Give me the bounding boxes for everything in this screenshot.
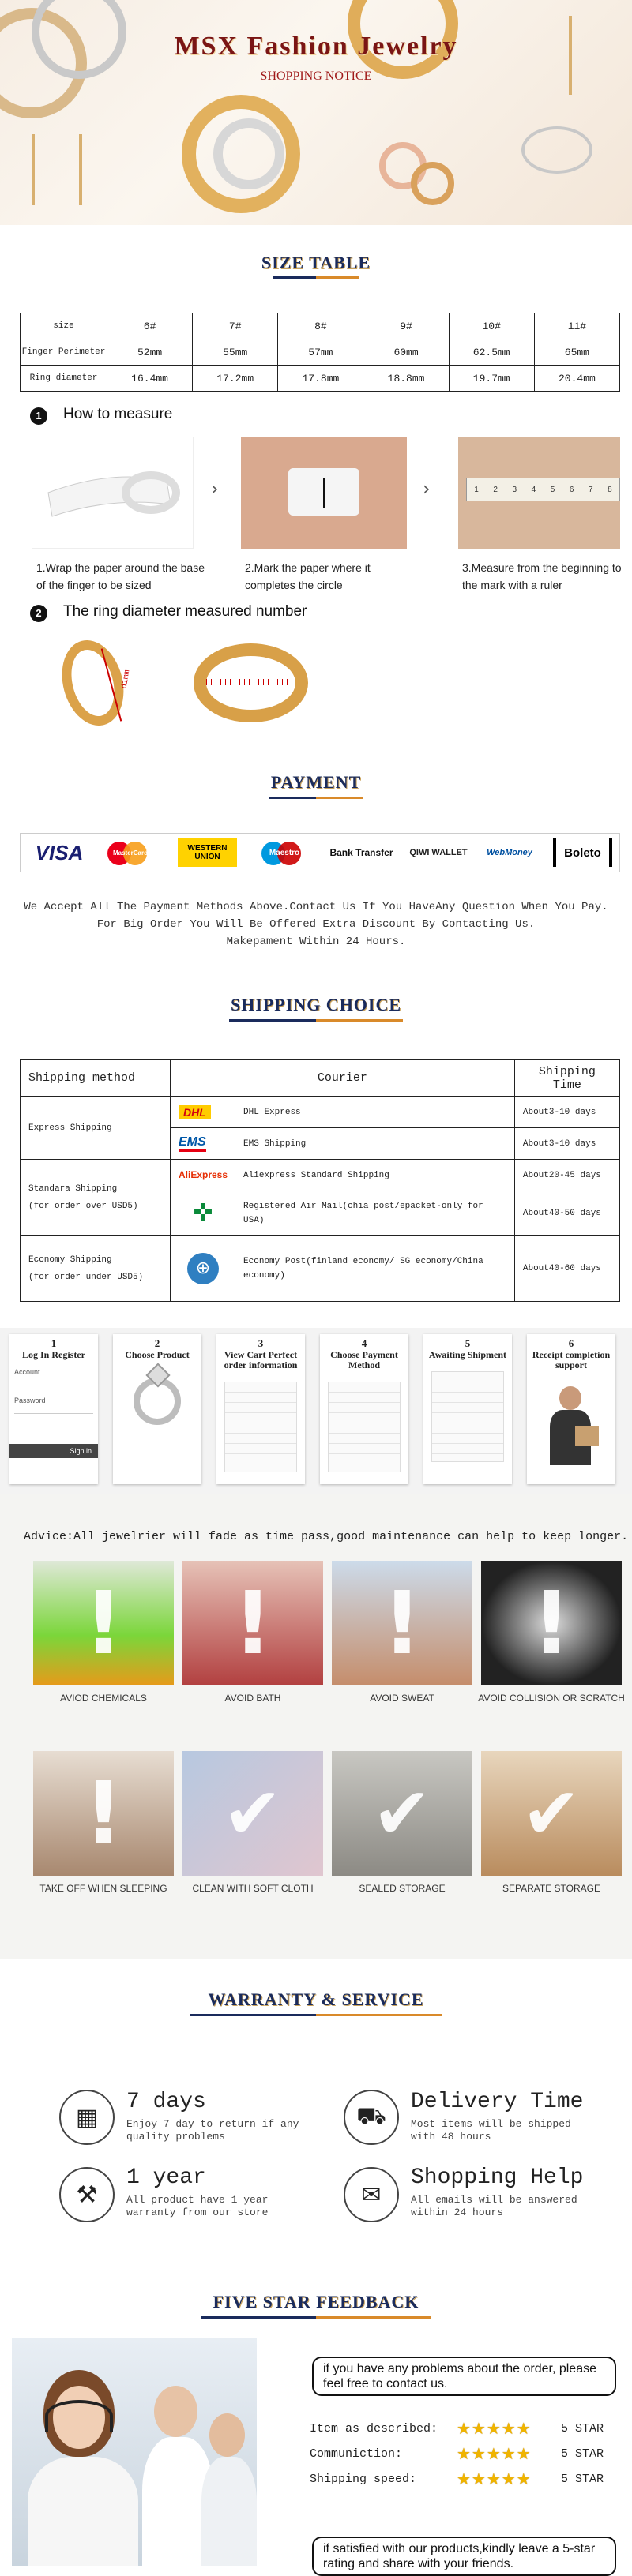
diameter-label: d1mm	[120, 669, 133, 690]
earring-chain	[32, 134, 35, 205]
rating-label: Communiction:	[310, 2447, 403, 2461]
calendar-icon: ▦	[59, 2090, 115, 2145]
title-underline	[273, 276, 359, 279]
rating-request-note: if satisfied with our products,kindly leave a 5-star rating and share with your friends.	[312, 2537, 616, 2576]
care-tip-label: AVOID BATH	[224, 1693, 281, 1704]
maestro-logo: Maestro	[257, 838, 312, 867]
size-table	[20, 313, 620, 392]
sign-in-button: Sign in	[9, 1444, 98, 1458]
measure-step-2-text: 2.Mark the paper where it completes the circle	[245, 561, 371, 591]
care-tip-label: TAKE OFF WHEN SLEEPING	[40, 1883, 167, 1894]
step-label: Choose Product	[125, 1349, 190, 1360]
step-number: 5	[465, 1337, 471, 1349]
payment-title: PAYMENT	[270, 772, 362, 792]
brand-title: MSX Fashion Jewelry	[174, 32, 458, 61]
china-post-icon: ✜	[171, 1191, 236, 1236]
size-cell: 7#	[193, 313, 278, 339]
size-cell: 55mm	[193, 339, 278, 366]
size-row-label: Ring diameter	[21, 366, 107, 392]
step-label: View Cart Perfect order information	[224, 1349, 298, 1370]
size-cell: 18.8mm	[363, 366, 449, 392]
earring-chain	[79, 134, 82, 205]
warranty-help-title: Shopping Help	[411, 2165, 584, 2190]
payment-text: We Accept All The Payment Methods Above.Contact Us If You HaveAny Question When You Pay. For Big Order You Will Be Offered Extra Discount By Contacting Us. Makepament Within 24 Hours.	[24, 901, 608, 948]
contact-us-note: if you have any problems about the order, please feel free to contact us.	[312, 2357, 616, 2396]
delivery-person-image	[544, 1386, 599, 1473]
warranty-delivery-title: Delivery Time	[411, 2090, 584, 2114]
warranty-1year-desc: All product have 1 year warranty from our store	[126, 2194, 269, 2218]
rating-label: Item as described:	[310, 2422, 438, 2435]
qiwi-wallet-logo: QIWI WALLET	[409, 848, 468, 857]
tools-icon: ⚒	[59, 2167, 115, 2222]
ruler-tick-label: 1	[474, 485, 479, 494]
title-underline	[269, 797, 363, 799]
star-rating-icon: ★★★★★	[457, 2419, 532, 2438]
size-table-title: SIZE TABLE	[261, 253, 371, 272]
size-cell: 62.5mm	[449, 339, 534, 366]
star-rating-icon: ★★★★★	[457, 2469, 532, 2488]
care-advice: Advice:All jewelrier will fade as time pass,good maintenance can help to keep longer.	[24, 1530, 629, 1543]
mastercard-logo: MasterCard	[103, 838, 158, 867]
size-cell: 11#	[534, 313, 619, 339]
process-step-card	[9, 1334, 98, 1484]
ruler-tick-label: 8	[608, 485, 612, 494]
warranty-7days-title: 7 days	[126, 2090, 206, 2114]
ring-product-image	[134, 1378, 181, 1425]
process-step-card	[423, 1334, 512, 1484]
ruler-tick-label: 4	[531, 485, 536, 494]
process-step-card	[527, 1334, 615, 1484]
step-number: 1	[51, 1337, 57, 1349]
boleto-logo: Boleto	[553, 838, 612, 867]
size-cell: 52mm	[107, 339, 193, 366]
dhl-logo: DHL	[171, 1097, 236, 1128]
un-globe-icon: ⊕	[171, 1236, 236, 1302]
warning-mark-icon: !	[33, 1561, 174, 1685]
care-tip-label: SEPARATE STORAGE	[502, 1883, 601, 1894]
ring-diameter-image	[55, 632, 150, 734]
warranty-help-desc: All emails will be answered within 24 hours	[411, 2194, 577, 2218]
form-preview-image	[224, 1382, 297, 1472]
bank-transfer-logo: Bank Transfer	[329, 847, 393, 858]
size-table-row	[21, 366, 620, 392]
visa-logo: VISA	[35, 840, 84, 864]
title-underline	[190, 2014, 442, 2016]
warranty-delivery-desc: Most items will be shipped with 48 hours	[411, 2118, 571, 2143]
feedback-title: FIVE STAR FEEDBACK	[213, 2292, 419, 2312]
webmoney-logo: WebMoney	[487, 848, 532, 857]
ring-ruler-image	[194, 643, 312, 730]
process-step-card	[320, 1334, 408, 1484]
size-cell: 10#	[449, 313, 534, 339]
shipping-title: SHIPPING CHOICE	[230, 995, 402, 1014]
ruler-tick-label: 7	[589, 485, 593, 494]
rating-label: Shipping speed:	[310, 2473, 417, 2486]
step-number: 2	[154, 1337, 160, 1349]
ring-image	[213, 118, 284, 189]
diameter-heading: The ring diameter measured number	[63, 603, 307, 620]
warranty-title: WARRANTY & SERVICE	[208, 1989, 424, 2009]
finger-mark-image	[241, 437, 407, 549]
care-tip-label: AVOID COLLISION OR SCRATCH	[478, 1693, 625, 1704]
rating-value: 5 STAR	[561, 2447, 604, 2461]
star-rating-icon: ★★★★★	[457, 2444, 532, 2463]
size-row-label: Finger Perimeter	[21, 339, 107, 366]
size-row-label: size	[21, 313, 107, 339]
care-tip-label: AVIOD CHEMICALS	[60, 1693, 147, 1704]
step-label: Choose Payment Method	[330, 1349, 398, 1370]
size-cell: 8#	[278, 313, 363, 339]
care-tip-label: AVOID SWEAT	[370, 1693, 434, 1704]
step-number-badge: 1	[30, 407, 47, 425]
password-field-label: Password	[14, 1397, 46, 1404]
title-underline	[229, 1019, 403, 1022]
form-preview-image	[328, 1382, 401, 1472]
aliexpress-logo: AliExpress	[171, 1160, 236, 1191]
process-step-card	[113, 1334, 201, 1484]
checkmark-icon: ✔	[481, 1751, 622, 1876]
header-banner	[0, 0, 632, 225]
form-preview-image	[431, 1371, 504, 1462]
size-cell: 57mm	[278, 339, 363, 366]
chevron-right-icon: ›	[211, 478, 219, 500]
envelope-icon: ✉	[344, 2167, 399, 2222]
ems-logo: EMS	[171, 1128, 236, 1160]
step-number: 4	[361, 1337, 367, 1349]
size-cell: 6#	[107, 313, 193, 339]
size-cell: 60mm	[363, 339, 449, 366]
care-tip-label: SEALED STORAGE	[359, 1883, 446, 1894]
warning-mark-icon: !	[33, 1751, 174, 1876]
size-table-row	[21, 339, 620, 366]
warning-mark-icon: !	[481, 1561, 622, 1685]
size-cell: 17.8mm	[278, 366, 363, 392]
title-underline	[201, 2316, 431, 2319]
ruler-tick-label: 5	[550, 485, 555, 494]
size-cell: 19.7mm	[449, 366, 534, 392]
size-cell: 20.4mm	[534, 366, 619, 392]
shipping-table: Shipping method Courier Shipping Time Express Shipping DHL DHL Express About3-10 days EMS EMS Shipping About3-10 days Standara Shipping (for order over USD5) AliExpress Aliexpress Standard Shipping About20-45 days ✜ Registered Air Mail(chia post/epacket-only for USA) About40-50 days Economy Shipping (for order under USD5) ⊕ Economy Post(finland economy/ SG economy/China economy) About40-60 days	[20, 1059, 620, 1302]
warranty-7days-desc: Enjoy 7 day to return if any quality problems	[126, 2118, 299, 2143]
care-tip-label: CLEAN WITH SOFT CLOTH	[192, 1883, 314, 1894]
process-step-card	[216, 1334, 305, 1484]
step-label: Log In Register	[22, 1349, 85, 1360]
ruler-image	[458, 437, 620, 549]
truck-icon: ⛟	[344, 2090, 399, 2145]
shopping-notice: SHOPPING NOTICE	[260, 69, 372, 83]
checkmark-icon: ✔	[332, 1751, 472, 1876]
ring-image	[521, 126, 592, 174]
step-number: 6	[568, 1337, 574, 1349]
chevron-right-icon: ›	[423, 478, 431, 500]
measure-step-3-text: 3.Measure from the beginning to the mark with a ruler	[462, 561, 622, 591]
step-number: 3	[258, 1337, 264, 1349]
warranty-1year-title: 1 year	[126, 2165, 206, 2190]
measure-step-1-text: 1.Wrap the paper around the base of the finger to be sized	[36, 561, 205, 591]
support-agents-photo	[12, 2338, 257, 2566]
size-cell: 17.2mm	[193, 366, 278, 392]
size-cell: 65mm	[534, 339, 619, 366]
checkmark-icon: ✔	[182, 1751, 323, 1876]
rating-value: 5 STAR	[561, 2473, 604, 2486]
ruler-tick-label: 2	[493, 485, 498, 494]
western-union-logo: WESTERN UNION	[178, 838, 237, 867]
size-table-row	[21, 313, 620, 339]
ruler-tick-label: 6	[569, 485, 574, 494]
size-cell: 9#	[363, 313, 449, 339]
ruler-tick-label: 3	[512, 485, 517, 494]
size-cell: 16.4mm	[107, 366, 193, 392]
paper-strip-image	[32, 437, 194, 549]
account-field-label: Account	[14, 1368, 40, 1376]
ring-image	[411, 162, 454, 205]
step-number-badge: 2	[30, 605, 47, 622]
step-label: Awaiting Shipment	[428, 1349, 507, 1360]
rating-value: 5 STAR	[561, 2422, 604, 2435]
warning-mark-icon: !	[182, 1561, 323, 1685]
how-to-measure-heading: How to measure	[63, 406, 173, 422]
warning-mark-icon: !	[332, 1561, 472, 1685]
step-label: Receipt completion support	[532, 1349, 611, 1370]
